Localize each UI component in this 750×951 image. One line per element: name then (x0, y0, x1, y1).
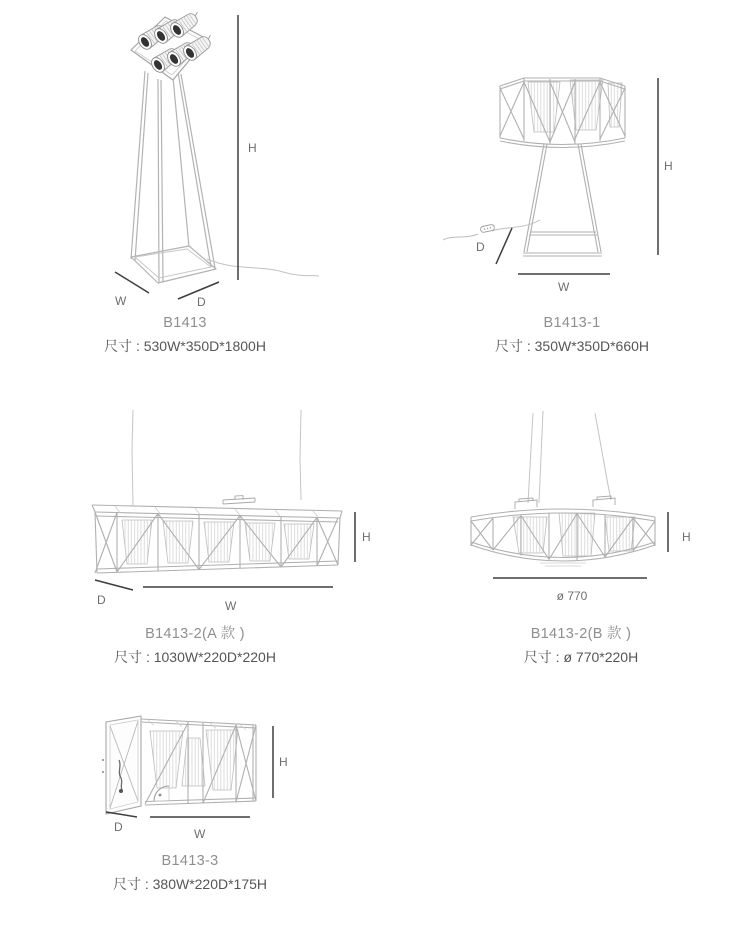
product-code: B1413-2(B 款 ) (530, 626, 632, 642)
height-dim-label: H (279, 755, 288, 769)
caption-floor-lamp (75, 315, 295, 354)
product-round-pendant (455, 405, 710, 620)
product-linear-pendant (85, 408, 380, 623)
caption-wall-lamp (80, 853, 300, 892)
product-table-lamp (440, 62, 705, 312)
depth-dim-label: D (197, 295, 206, 309)
table-lamp-drawing (440, 62, 705, 312)
product-size: 尺寸 : 1030W*220D*220H (114, 648, 276, 665)
width-dim-label: W (115, 294, 127, 308)
depth-dim-label: D (476, 240, 485, 254)
floor-lamp-drawing (95, 8, 320, 308)
linear-pendant-drawing (85, 408, 380, 623)
height-dim-label: H (682, 530, 691, 544)
width-dim-label: W (194, 827, 206, 841)
depth-dim-label: D (97, 593, 106, 607)
product-code: B1413-2(A 款 ) (145, 626, 245, 642)
product-code: B1413 (163, 315, 207, 331)
round-pendant-drawing (455, 405, 710, 620)
product-code: B1413-1 (543, 315, 601, 331)
product-floor-lamp (95, 8, 320, 308)
height-dim-label: H (248, 141, 257, 155)
width-dim-label: W (558, 280, 570, 294)
caption-round-pendant (470, 626, 692, 665)
caption-table-lamp (461, 315, 683, 354)
product-size: 尺寸 : 350W*350D*660H (494, 337, 650, 354)
height-dim-label: H (664, 159, 673, 173)
caption-linear-pendant (85, 626, 305, 665)
product-size: 尺寸 : 530W*350D*1800H (104, 337, 266, 354)
product-code: B1413-3 (161, 853, 219, 869)
product-size: 尺寸 : 380W*220D*175H (112, 875, 268, 892)
depth-dim-label: D (114, 820, 123, 834)
height-dim-label: H (362, 530, 371, 544)
diameter-dim-label: ø 770 (556, 589, 588, 603)
product-size: 尺寸 : ø 770*220H (523, 648, 639, 665)
product-wall-lamp (88, 698, 313, 848)
width-dim-label: W (225, 599, 237, 613)
